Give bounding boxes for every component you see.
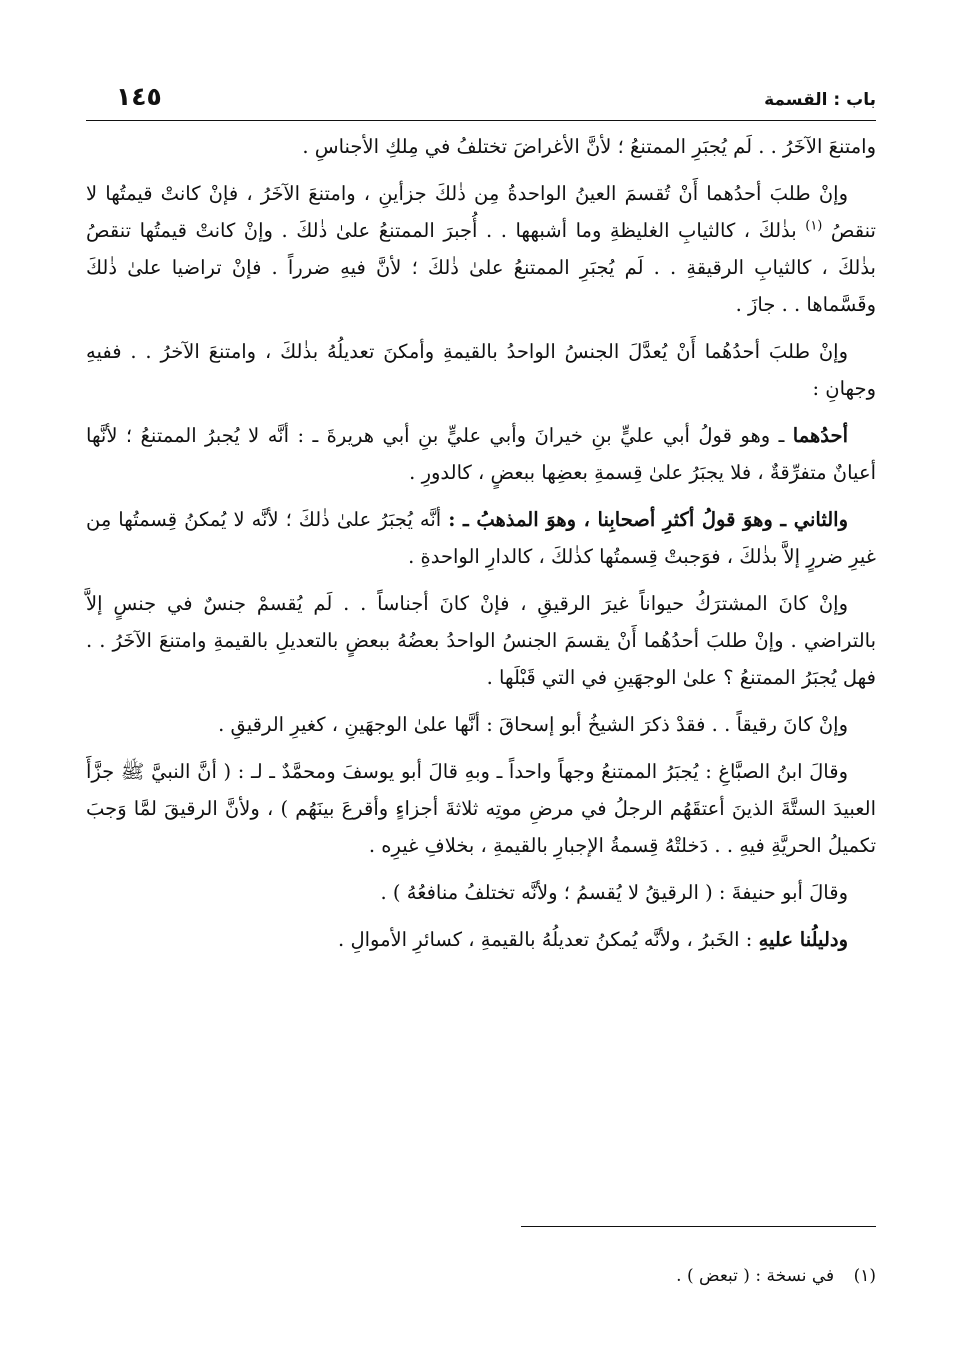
- paragraph-text-continued: بذٰلكَ ، كالثيابِ الغليظةِ وما أشبهها . . أُجبرَ الممتنعُ علىٰ ذٰلكَ . وإنْ كانتْ قيمتُها تنقصُ بذٰلكَ ، كالثيابِ الرقيقةِ . . لَم يُجبَرِ الممتنعُ علىٰ ذٰلكَ ؛ لأنَّ فيهِ ضرراً . فإنْ تراضيا علىٰ ذٰلكَ وقَسَّماها . . جازَ .: [86, 219, 876, 316]
- paragraph: [86, 585, 876, 696]
- book-page: [86, 76, 876, 1336]
- paragraph-lead: ودليلُنا عليهِ: [758, 928, 848, 951]
- paragraph-text: أنَّه يُجبَرُ علىٰ ذٰلكَ ؛ لأنَّه لا يُمكنُ قِسمتُها مِن غيرِ ضررٍ إلاَّ بذٰلكَ ، فوَجبتْ قِسمتُها كذٰلكَ ، كالدارِ الواحدةِ .: [86, 508, 876, 568]
- footnote: [86, 1262, 876, 1290]
- page-header: [86, 76, 876, 120]
- paragraph-lead: أحدُهما: [792, 424, 848, 447]
- paragraph-text: وإنْ كانَ رقيقاً . . فقدْ ذكرَ الشيخُ أبو إسحاقَ : أنَّها علىٰ الوجهَينِ ، كغيرِ الرقيقِ .: [218, 713, 848, 736]
- paragraph-text: ـ وهو قولُ أبي عليٍّ بنِ خيرانَ وأبي عليٍّ بنِ أبي هريرةَ ـ : أنَّه لا يُجبرُ الممتنعُ ؛ لأنَّها أعيانٌ متفرِّقةٌ ، فلا يجبَرُ علىٰ قِسمةِ بعضِها ببعضٍ ، كالدورِ .: [86, 424, 876, 484]
- paragraph: [86, 128, 876, 165]
- paragraph-text: وإنْ طلبَ أحدُهما أَنْ تُقسمَ العينُ الواحدةُ مِن ذٰلكَ جزأينِ ، وامتنعَ الآخَرُ ، فإنْ كانتْ قيمتُها لا تنقصُ: [86, 182, 876, 242]
- paragraph-text: : الخَبرُ ، ولأنَّه يُمكنُ تعديلُهُ بالقيمةِ ، كسائرِ الأموالِ .: [338, 928, 753, 951]
- paragraph: [86, 501, 876, 575]
- paragraph: [86, 333, 876, 407]
- paragraph: [86, 874, 876, 911]
- body-text: [86, 128, 876, 968]
- paragraph: [86, 417, 876, 491]
- paragraph-text: وقالَ أبو حنيفةَ : ( الرقيقُ لا يُقسمُ ؛ ولأنَّه تختلفُ منافعُهُ ) .: [380, 881, 848, 904]
- footnote-rule: [521, 1226, 876, 1227]
- paragraph-text: وقالَ ابنُ الصبَّاغِ : يُجبَرُ الممتنعُ وجهاً واحداً ـ وبهِ قالَ أبو يوسفَ ومحمَّدٌ ـ لـ : ( أنَّ النبيَّ ﷺ جزَّأَ العبيدَ الستَّةَ الذينَ أعتقَهُم الرجلُ في مرضِ موتِه ثلاثةَ أجزاءٍ وأقرعَ بينَهُم ) ، ولأنَّ الرقيقَ لمَّا وَجبَ تكميلُ الحريَّةِ فيهِ . . دَخلتْهُ قِسمةُ الإجبارِ بالقيمةِ ، بخلافِ غيرِه .: [86, 760, 876, 857]
- page-number: ١٤٥: [116, 82, 162, 111]
- paragraph-text: وإنْ طلبَ أحدُهُما أَنْ يُعدَّلَ الجنسُ الواحدُ بالقيمةِ وأمكنَ تعديلُهُ بذٰلكَ ، وامتنعَ الآخرُ . . ففيهِ وجهانِ :: [86, 340, 876, 400]
- header-rule: [86, 120, 876, 121]
- paragraph: [86, 175, 876, 323]
- footnote-mark: (١): [853, 1266, 876, 1286]
- paragraph-lead: والثاني ـ وهوَ قولُ أكثرِ أصحابِنا ، وهوَ المذهبُ ـ :: [448, 508, 848, 531]
- paragraph-text: وامتنعَ الآخَرُ . . لَم يُجبَرِ الممتنعُ ؛ لأنَّ الأغراضَ تختلفُ في مِلكِ الأجناسِ .: [302, 135, 876, 158]
- paragraph: [86, 753, 876, 864]
- paragraph-text: وإنْ كانَ المشترَكُ حيواناً غيرَ الرقيقِ ، فإنْ كانَ أجناساً . . لَم يُقسمْ جنسٌ في جنسٍ إلاَّ بالتراضي . وإنْ طلبَ أحدُهُما أَنْ يقسمَ الجنسُ الواحدُ بعضُهُ ببعضٍ بالتعديلِ بالقيمةِ وامتنعَ الآخَرُ . . فهل يُجبَرُ الممتنعُ ؟ علىٰ الوجهَينِ في التي قَبْلَها .: [86, 592, 876, 689]
- running-head: باب : القسمة: [764, 90, 876, 110]
- footnote-text: في نسخة : ( تبعض ) .: [676, 1266, 835, 1286]
- paragraph: [86, 921, 876, 958]
- footnote-reference[interactable]: (١): [805, 218, 823, 234]
- paragraph: [86, 706, 876, 743]
